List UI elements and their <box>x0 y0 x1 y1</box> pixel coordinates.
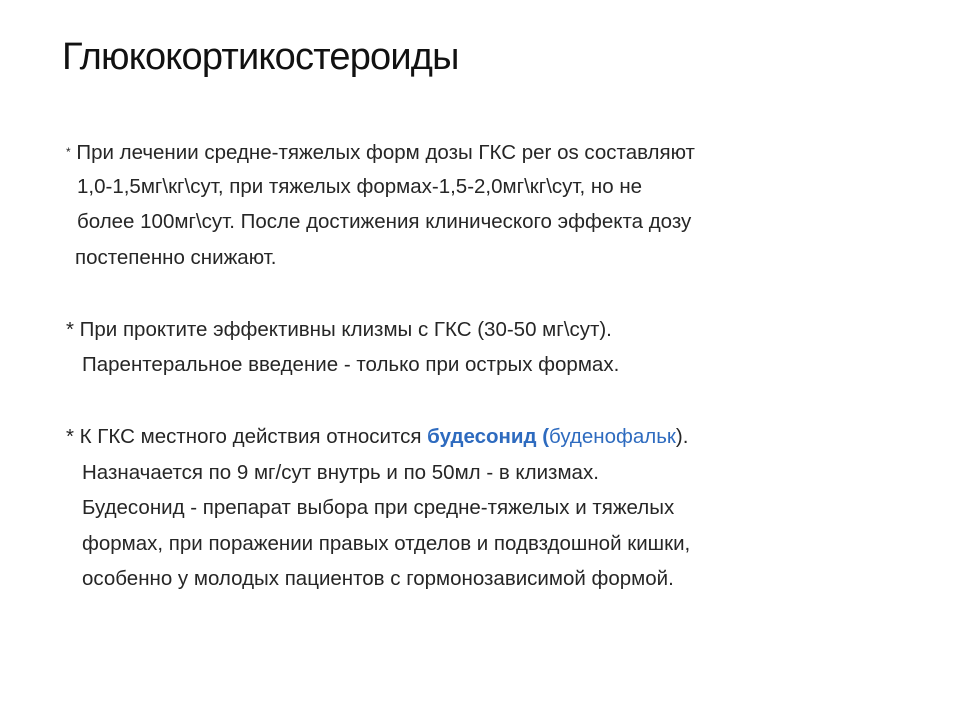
block3-line3: Будесонид - препарат выбора при средне-тяжелых и тяжелых <box>82 496 675 519</box>
block1-line3: более 100мг\сут. После достижения клинического эффекта дозу <box>77 210 692 233</box>
block3-line1-suffix: ). <box>675 425 689 448</box>
block3-line1 <box>66 422 688 452</box>
drug-name-budesonide: будесонид ( <box>427 425 550 448</box>
block3-line5: особенно у молодых пациентов с гормонозависимой формой. <box>82 567 674 590</box>
slide-title: Глюкокортикостероиды <box>62 36 459 78</box>
brand-name-budenofalk: буденофальк <box>549 425 676 448</box>
block3-line2: Назначается по 9 мг/сут внутрь и по 50мл - в клизмах. <box>82 461 599 484</box>
block2-line2: Парентеральное введение - только при острых формах. <box>82 353 620 376</box>
block1-line1-text: При лечении средне-тяжелых форм дозы ГКС per os составляют <box>76 141 695 164</box>
block1-line2: 1,0-1,5мг\кг\сут, при тяжелых формах-1,5-2,0мг\кг\сут, но не <box>77 175 643 198</box>
block1-line4: постепенно снижают. <box>75 246 277 269</box>
bullet-marker: * <box>66 145 71 159</box>
block1-line1 <box>66 137 695 168</box>
block3-line1-prefix: * К ГКС местного действия относится <box>66 425 428 448</box>
block2-line1: * При проктите эффективны клизмы с ГКС (30-50 мг\сут). <box>66 318 612 341</box>
block3-line4: формах, при поражении правых отделов и подвздошной кишки, <box>82 532 691 555</box>
